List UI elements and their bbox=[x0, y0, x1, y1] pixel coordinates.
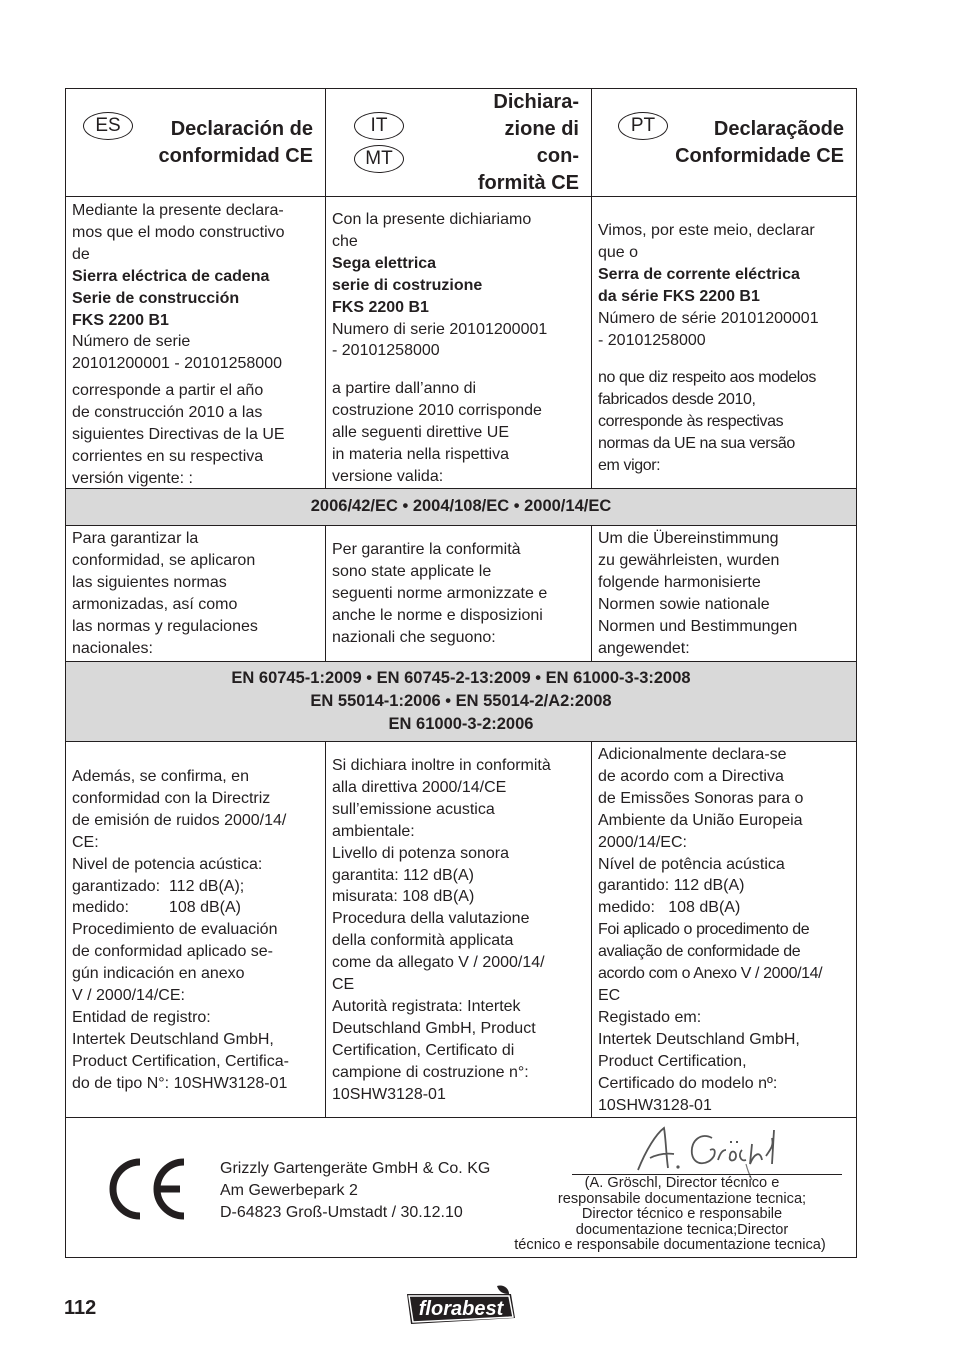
signature-caption: (A. Gröschl, Director técnico e responsabile documentazione tecnica; Director técnico e responsabile documentazione tecnica;Director técnico e responsabile documentazione tecnica) bbox=[514, 1175, 826, 1254]
header-title-pt: Declaraçãode Conformidade CE bbox=[675, 118, 844, 167]
directives-list: 2006/42/EC • 2004/108/EC • 2000/14/EC bbox=[310, 497, 612, 515]
header-title-it: Dichiara- zione di con- formità CE bbox=[477, 91, 579, 194]
page-number: 112 bbox=[64, 1297, 97, 1319]
declaration-table bbox=[65, 88, 857, 1258]
lang-badge-mt: MT bbox=[354, 145, 404, 173]
lang-badge-es: ES bbox=[83, 112, 133, 140]
footer-row bbox=[66, 1118, 856, 1257]
norms-intro-it: Per garantire la conformità sono state applicate le seguenti norme armonizzate e anche le norme e disposizioni nazionali che seguono: bbox=[326, 526, 592, 661]
norms-list: EN 60745-1:2009 • EN 60745-2-13:2009 • EN 61000-3-3:2008 EN 55014-1:2006 • EN 55014-2/A2:2008 EN 61000-3-2:2006 bbox=[231, 669, 691, 733]
noise-it: Si dichiara inoltre in conformità alla direttiva 2000/14/CE sull’emissione acustica ambientale: Livello di potenza sonora garantita: 112 dB(A) misurata: 108 dB(A) Procedura della valutazione della conformità applicata come da allegato V / 2000/14/ CE Autorità registrata: Intertek Deutschland GmbH, Product Certification, Certificato di campione di costruzione n°: 10SHW3128-01 bbox=[326, 742, 592, 1117]
florabest-logo bbox=[405, 1284, 517, 1331]
company-address: Grizzly Gartengeräte GmbH & Co. KG Am Gewerbepark 2 D-64823 Groß-Umstadt / 30.12.10 bbox=[220, 1160, 491, 1221]
norms-intro-pt: Um die Übereinstimmung zu gewährleisten, wurden folgende harmonisierte Normen sowie nationale Normen und Bestimmungen angewendet: bbox=[598, 530, 798, 657]
noise-pt: Adicionalmente declara-se de acordo com a Directiva de Emissões Sonoras para o Ambiente da União Europeia 2000/14/EC: Nível de potência acústica garantido: 112 dB(A) medido: 108 dB(A) Foi aplicado o procedimento de avaliação de conformidade de acordo com o Anexo V / 2000/14/ EC Registado em: Intertek Deutschland GmbH, Product Certification, Certificado do modelo nº: 10SHW3128-01 bbox=[598, 746, 823, 1114]
intro-es: Mediante la presente declara- mos que el modo constructivo de Sierra eléctrica de cadena Serie de construcción FKS 2200 B1 Número de serie 20101200001 - 20101258000 corresponde a partir el año de construcción 2010 a las siguientes Directivas de la UE corrientes en su respectiva versión vigente: : bbox=[66, 197, 326, 488]
header-it bbox=[326, 89, 592, 196]
lang-badge-pt: PT bbox=[618, 112, 668, 140]
header-title-es: Declaración de conformidad CE bbox=[158, 118, 313, 167]
header-es bbox=[66, 89, 326, 196]
intro-it: Con la presente dichiariamo che Sega elettrica serie di costruzione FKS 2200 B1 Numero di serie 20101200001 - 20101258000 a partire dall’anno di costruzione 2010 corrisponde alle seguenti direttive UE in materia nella rispettiva versione valida: bbox=[326, 197, 592, 488]
noise-row bbox=[66, 742, 856, 1118]
header-pt bbox=[592, 89, 856, 196]
noise-es: Además, se confirma, en conformidad con la Directriz de emisión de ruidos 2000/14/ CE: Nivel de potencia acústica: garantizado: 112 dB(A); medido: 108 dB(A) Procedimiento de evaluación de conformidad aplicado se- gún indicación en anexo V / 2000/14/CE: Entidad de registro: Intertek Deutschland GmbH, Product Certification, Certifica- do de tipo N°: 10SHW3128-01 bbox=[66, 742, 326, 1117]
intro-row bbox=[66, 197, 856, 489]
svg-text:florabest: florabest bbox=[418, 1298, 504, 1320]
norms-row bbox=[66, 662, 856, 742]
ce-mark-icon bbox=[106, 1156, 188, 1222]
directives-row bbox=[66, 489, 856, 526]
norms-intro-row bbox=[66, 526, 856, 662]
header-row bbox=[66, 89, 856, 197]
norms-intro-es: Para garantizar la conformidad, se aplicaron las siguientes normas armonizadas, así como las normas y regulaciones nacionales: bbox=[66, 526, 326, 661]
signature-image bbox=[626, 1120, 816, 1180]
intro-pt: Vimos, por este meio, declarar que o Serra de corrente eléctrica da série FKS 2200 B1 Número de série 20101200001 - 20101258000 no que diz respeito aos modelos fabricados desde 2010, corresponde às respectivas normas da UE na sua versão em vigor: bbox=[598, 222, 819, 475]
lang-badge-it: IT bbox=[354, 112, 404, 140]
